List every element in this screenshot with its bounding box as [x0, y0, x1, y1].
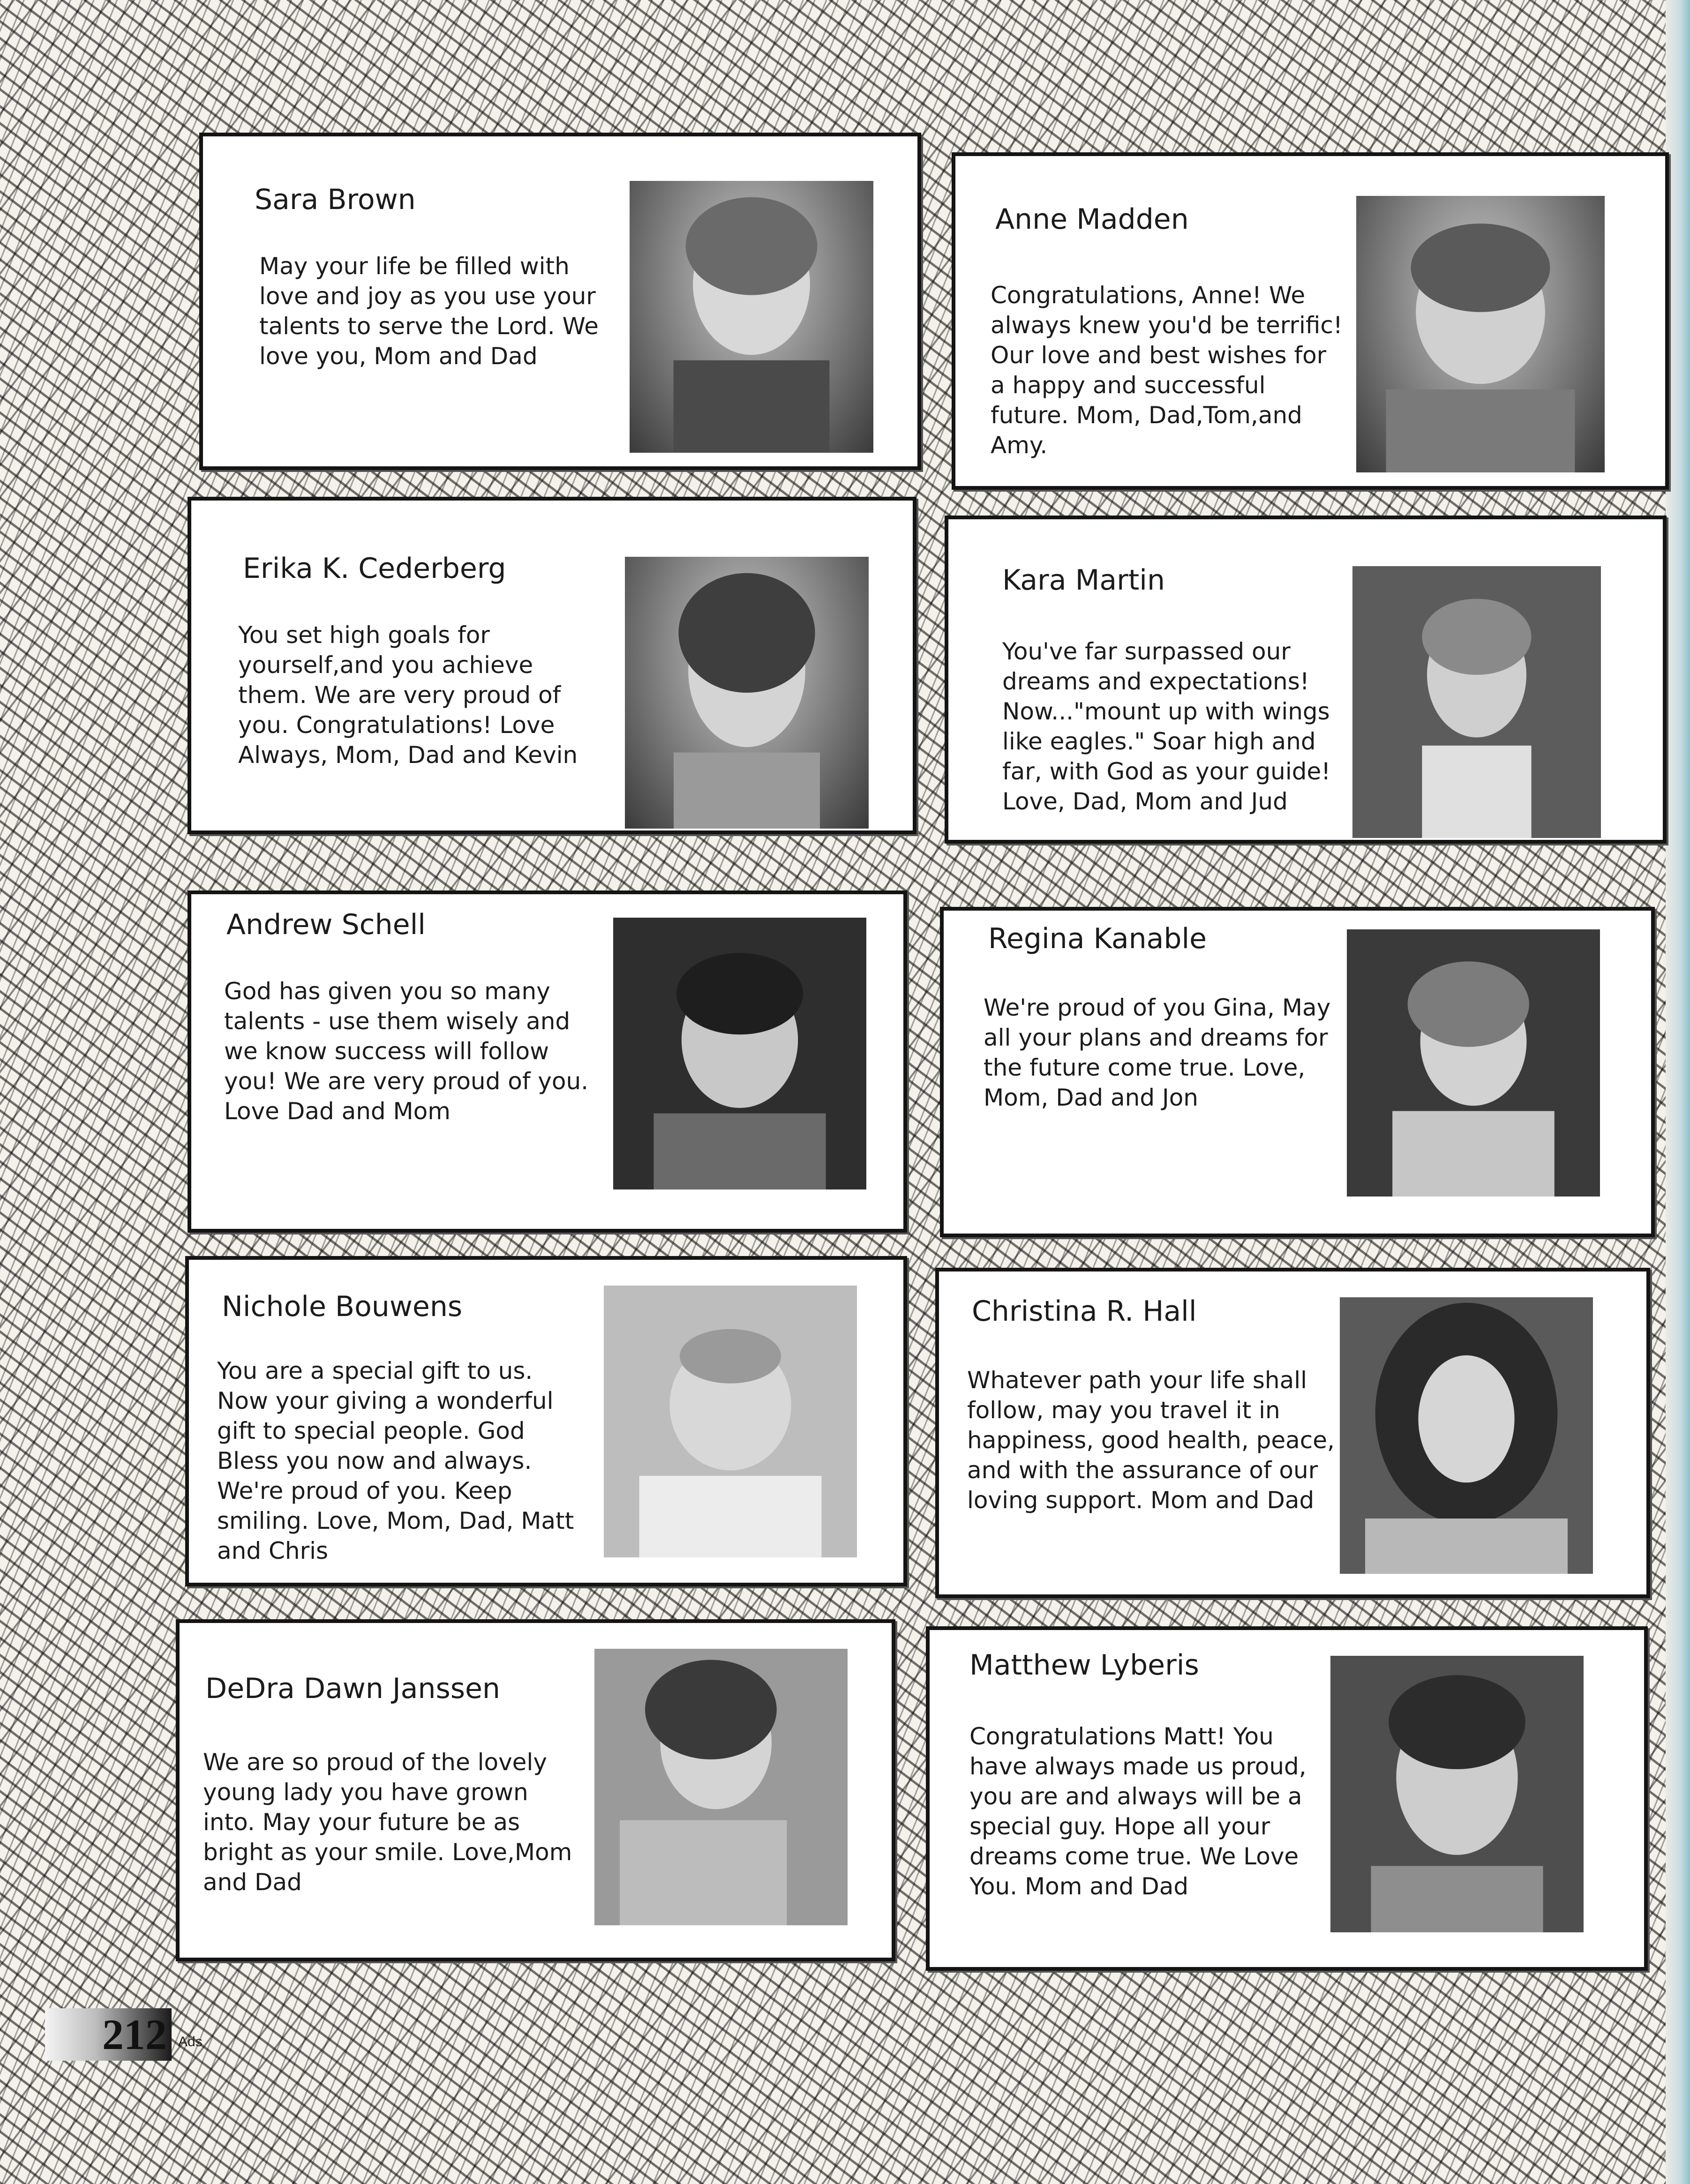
card-name: Kara Martin [1002, 564, 1165, 597]
card-matthew-lyberis [926, 1626, 1648, 1971]
card-message: God has given you so many talents - use them wisely and we know success will follow you! We are very proud of you. Love Dad and Mom [224, 978, 589, 1125]
card-message: We are so proud of the lovely young lady you have grown into. May your future be as bright as your smile. Love,Mom and Dad [203, 1749, 572, 1896]
card-christina-hall [935, 1268, 1650, 1598]
card-message: We're proud of you Gina, May all your plans and dreams for the future come true. Love, Mom, Dad and Jon [984, 994, 1331, 1111]
section-tag: Ads [178, 2034, 203, 2049]
portrait-photo [1340, 1297, 1593, 1574]
card-message: You set high goals for yourself,and you achieve them. We are very proud of you. Congratulations! Love Always, Mom, Dad and Kevin [238, 621, 578, 769]
card-name: Regina Kanable [988, 922, 1207, 955]
card-name: Sara Brown [255, 183, 416, 216]
page-number: 212 [45, 2008, 172, 2061]
card-anne-madden [952, 152, 1669, 490]
card-name: Erika K. Cederberg [243, 552, 506, 585]
card-erika-cederberg [188, 497, 916, 834]
card-message: You've far surpassed our dreams and expectations! Now..."mount up with wings like eagles." Soar high and far, with God as your guide! Love, Dad, Mom and Jud [1002, 638, 1331, 815]
card-name: Nichole Bouwens [222, 1290, 463, 1323]
child-photo [604, 1286, 857, 1557]
card-name: DeDra Dawn Janssen [205, 1672, 500, 1705]
card-name: Matthew Lyberis [969, 1649, 1199, 1682]
card-name: Christina R. Hall [972, 1295, 1197, 1328]
child-photo [1347, 929, 1600, 1197]
card-sara-brown [199, 133, 921, 470]
child-photo [594, 1649, 848, 1925]
card-name: Andrew Schell [226, 908, 426, 941]
card-nichole-bouwens [185, 1256, 907, 1586]
child-photo [613, 918, 866, 1189]
portrait-photo [1330, 1656, 1584, 1932]
card-regina-kanable [940, 907, 1655, 1237]
card-name: Anne Madden [995, 203, 1189, 236]
child-photo [1356, 196, 1605, 472]
card-dedra-janssen [176, 1619, 895, 1961]
child-photo [630, 181, 873, 453]
child-photo [1352, 566, 1601, 838]
card-kara-martin [945, 516, 1667, 844]
card-message: Whatever path your life shall follow, may you travel it in happiness, good health, peace, and with the assurance of our loving support. Mom and Dad [967, 1367, 1335, 1514]
card-message: You are a special gift to us. Now your giving a wonderful gift to special people. God Bless you now and always. We're proud of you. Keep smiling. Love, Mom, Dad, Matt and Chris [217, 1357, 574, 1564]
card-message: May your life be filled with love and joy as you use your talents to serve the Lord. We love you, Mom and Dad [259, 253, 599, 370]
card-message: Congratulations Matt! You have always made us proud, you are and always will be a special guy. Hope all your dreams come true. We Love You. Mom and Dad [969, 1723, 1307, 1900]
page-edge [1666, 0, 1690, 2184]
card-andrew-schell [188, 890, 907, 1233]
card-message: Congratulations, Anne! We always knew you'd be terrific! Our love and best wishes for a happy and successful future. Mom, Dad,Tom,and Amy. [991, 282, 1343, 459]
child-photo [625, 557, 869, 829]
